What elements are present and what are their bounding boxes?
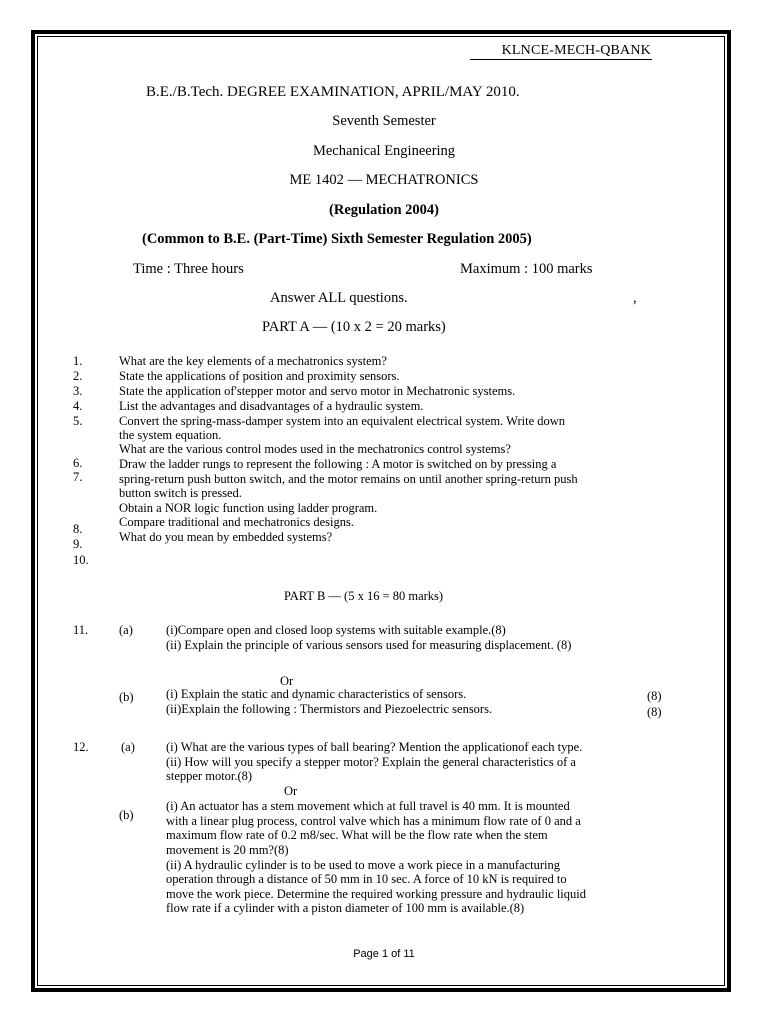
semester: Seventh Semester	[332, 113, 436, 129]
regulation: (Regulation 2004)	[329, 202, 439, 218]
question-text: move the work piece. Determine the required working pressure and hydraulic liquid	[166, 887, 587, 901]
question-text: operation through a distance of 50 mm in 10 sec. A force of 10 kN is required to	[166, 872, 567, 886]
question-number: 7.	[73, 470, 83, 484]
question-text: flow rate if a cylinder with a piston diameter of 100 mm is available.(8)	[166, 901, 525, 915]
sub-question-label: (b)	[119, 690, 134, 704]
question-text: (i) What are the various types of ball bearing? Mention the applicationof each type.	[166, 740, 583, 754]
page-number: Page 1 of 11	[353, 948, 415, 960]
question-text: (i) An actuator has a stem movement which at full travel is 40 mm. It is mounted	[166, 799, 570, 813]
question-text: button switch is pressed.	[119, 486, 242, 500]
question-number: 2.	[73, 369, 83, 383]
question-text: What are the key elements of a mechatronics system?	[119, 354, 387, 368]
question-text: (i)Compare open and closed loop systems with suitable example.(8)	[166, 623, 506, 637]
question-text: State the applications of position and proximity sensors.	[119, 369, 400, 383]
question-number: 6.	[73, 456, 83, 470]
question-number: 11.	[73, 623, 89, 637]
or-separator: Or	[284, 784, 298, 798]
question-text: with a linear plug process, control valve which has a minimum flow rate of 0 and a	[166, 814, 581, 828]
question-number: 12.	[73, 740, 89, 754]
department: Mechanical Engineering	[312, 143, 456, 159]
question-number: 3.	[73, 384, 83, 398]
time-label: Time : Three hours	[133, 261, 244, 277]
question-text: maximum flow rate of 0.2 m8/sec. What will be the flow rate when the stem	[166, 828, 548, 842]
sub-question-label: (a)	[119, 623, 133, 637]
question-text: the system equation.	[119, 428, 222, 442]
common-note: (Common to B.E. (Part-Time) Sixth Semester Regulation 2005)	[142, 231, 532, 247]
question-text: spring-return push button switch, and the motor remains on until another spring-return push	[119, 472, 578, 486]
question-number: 9.	[73, 537, 83, 551]
document-tag: KLNCE-MECH-QBANK	[501, 43, 651, 58]
marks: (8)	[647, 689, 662, 703]
question-text: List the advantages and disadvantages of a hydraulic system.	[119, 399, 424, 413]
question-text: What do you mean by embedded systems?	[119, 530, 333, 544]
sub-question-label: (b)	[119, 808, 134, 822]
question-text: stepper motor.(8)	[166, 769, 253, 783]
max-marks: Maximum : 100 marks	[460, 261, 593, 277]
question-text: (ii)Explain the following : Thermistors and Piezoelectric sensors.	[166, 702, 493, 716]
marks: (8)	[647, 705, 662, 719]
part-b-title: PART B — (5 x 16 = 80 marks)	[284, 589, 444, 603]
question-text: (i) Explain the static and dynamic characteristics of sensors.	[166, 687, 467, 701]
question-text: State the application of'stepper motor and servo motor in Mechatronic systems.	[119, 384, 516, 398]
course-title: ME 1402 — MECHATRONICS	[289, 172, 479, 188]
question-text: (ii) A hydraulic cylinder is to be used to move a work piece in a manufacturing	[166, 858, 560, 872]
sub-question-label: (a)	[121, 740, 135, 754]
exam-title: B.E./B.Tech. DEGREE EXAMINATION, APRIL/MAY 2010.	[146, 84, 520, 100]
question-text: Obtain a NOR logic function using ladder program.	[119, 501, 378, 515]
question-text: Draw the ladder rungs to represent the following : A motor is switched on by pressing a	[119, 457, 557, 471]
question-number: 10.	[73, 553, 89, 567]
question-text: (ii) Explain the principle of various sensors used for measuring displacement. (8)	[166, 638, 572, 652]
question-number: 1.	[73, 354, 83, 368]
question-text: Compare traditional and mechatronics designs.	[119, 515, 355, 529]
tag-underline	[470, 59, 652, 60]
question-number: 5.	[73, 414, 83, 428]
question-text: movement is 20 mm?(8)	[166, 843, 289, 857]
part-a-title: PART A — (10 x 2 = 20 marks)	[262, 319, 446, 335]
question-text: What are the various control modes used in the mechatronics control systems?	[119, 442, 511, 456]
question-text: Convert the spring-mass-damper system into an equivalent electrical system. Write down	[119, 414, 566, 428]
question-number: 4.	[73, 399, 83, 413]
question-text: (ii) How will you specify a stepper motor? Explain the general characteristics of a	[166, 755, 576, 769]
question-number: 8.	[73, 522, 83, 536]
stray-comma: ,	[633, 290, 637, 306]
instructions: Answer ALL questions.	[270, 290, 408, 306]
or-separator: Or	[280, 674, 294, 688]
